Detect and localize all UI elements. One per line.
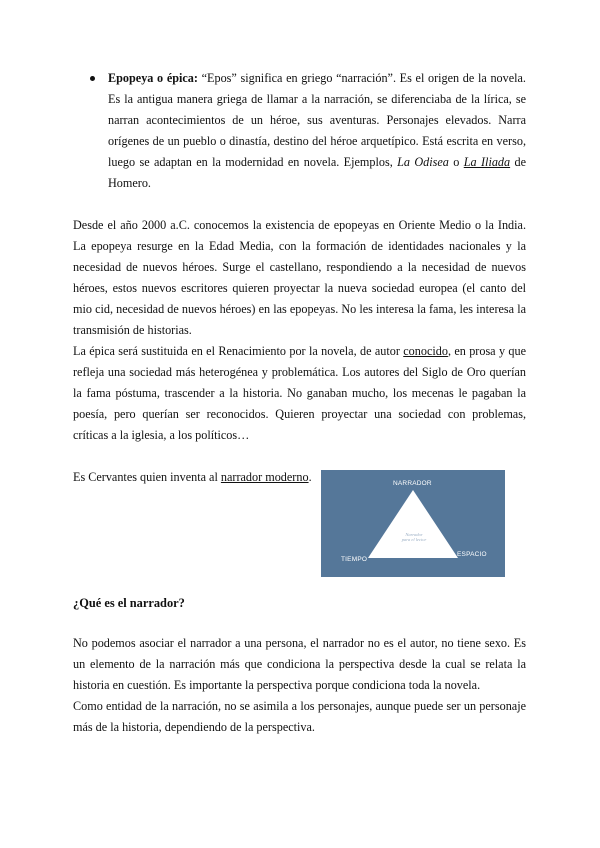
paragraph3-after: . [308, 470, 312, 484]
underlined-conocido: conocido [403, 344, 448, 358]
label-tiempo: TIEMPO [341, 556, 368, 563]
bullet-connector: o [448, 155, 464, 169]
bullet-text [108, 68, 526, 194]
paragraph-narrador-definition: No podemos asociar el narrador a una persona, el narrador no es el autor, no tiene sexo. Es un elemento de la narración más que condiciona la perspectiva desde la cual se relata la historia en cuestión. Es importante la perspectiva porque condiciona toda la novela. [73, 636, 526, 692]
label-narrador: NARRADOR [393, 480, 432, 487]
title-odisea: La Odisea [397, 155, 449, 169]
narrator-triangle-diagram [321, 470, 505, 577]
bullet-body: “Epos” significa en griego “narración”. Es el origen de la novela. Es la antigua manera griega de llamar a la narración, se diferenciaba de la lírica, se narran acontecimientos de un héroe, sus aventuras. Personajes elevados. Narra orígenes de un pueblo o dinastía, destino del héroe arquetípico. Está escrita en verso, luego se adaptan en la modernidad en novela. Ejemplos, [108, 71, 526, 169]
bullet-item-epopeya [86, 68, 526, 194]
paragraph3-before: Es Cervantes quien inventa al [73, 470, 221, 484]
paragraph-epopeya-history: Desde el año 2000 a.C. conocemos la existencia de epopeyas en Oriente Medio o la India. La epopeya resurge en la Edad Media, con la formación de identidades nacionales y la necesidad de nuevos héroes. Surge el castellano, respondiendo a la necesidad de nuevos héroes, estos nuevos escritores quieren proyectar la nueva sociedad europea (el canto del mio cid, necesidad de nuevos héroes) en las epopeyas. No les interesa la fama, les interesa la transmisión de historias. [73, 218, 526, 337]
paragraph2-after: , en prosa y que refleja una sociedad más heterogénea y problemática. Los autores del Siglo de Oro querían la fama póstuma, trascender a la historia. No ganaban mucho, los mecenas le pagaban la poesía, pero querían ser reconocidos. Quieren proyectar una sociedad con problemas, críticas a la iglesia, a los políticos… [73, 344, 526, 442]
section-heading-narrador: ¿Qué es el narrador? [73, 596, 185, 610]
title-iliada: La Iliada [463, 155, 511, 169]
underlined-narrador-moderno: narrador moderno [220, 470, 309, 484]
bullet-marker [90, 76, 95, 81]
paragraph2-before: La épica será sustituida en el Renacimiento por la novela, de autor [73, 344, 404, 358]
triangle-shape [368, 490, 458, 558]
paragraph-narrador-entity: Como entidad de la narración, no se asimila a los personajes, aunque puede ser un personaje más de la historia, dependiendo de la perspectiva. [73, 699, 526, 734]
bullet-ending: de Homero. [108, 155, 526, 190]
label-espacio: ESPACIO [457, 551, 487, 558]
bullet-term: Epopeya o épica: [108, 71, 198, 85]
paragraph-cervantes [73, 467, 318, 488]
triangle-inner-text: Narrador para el lector [401, 532, 427, 542]
paragraph-renacimiento [73, 341, 526, 446]
